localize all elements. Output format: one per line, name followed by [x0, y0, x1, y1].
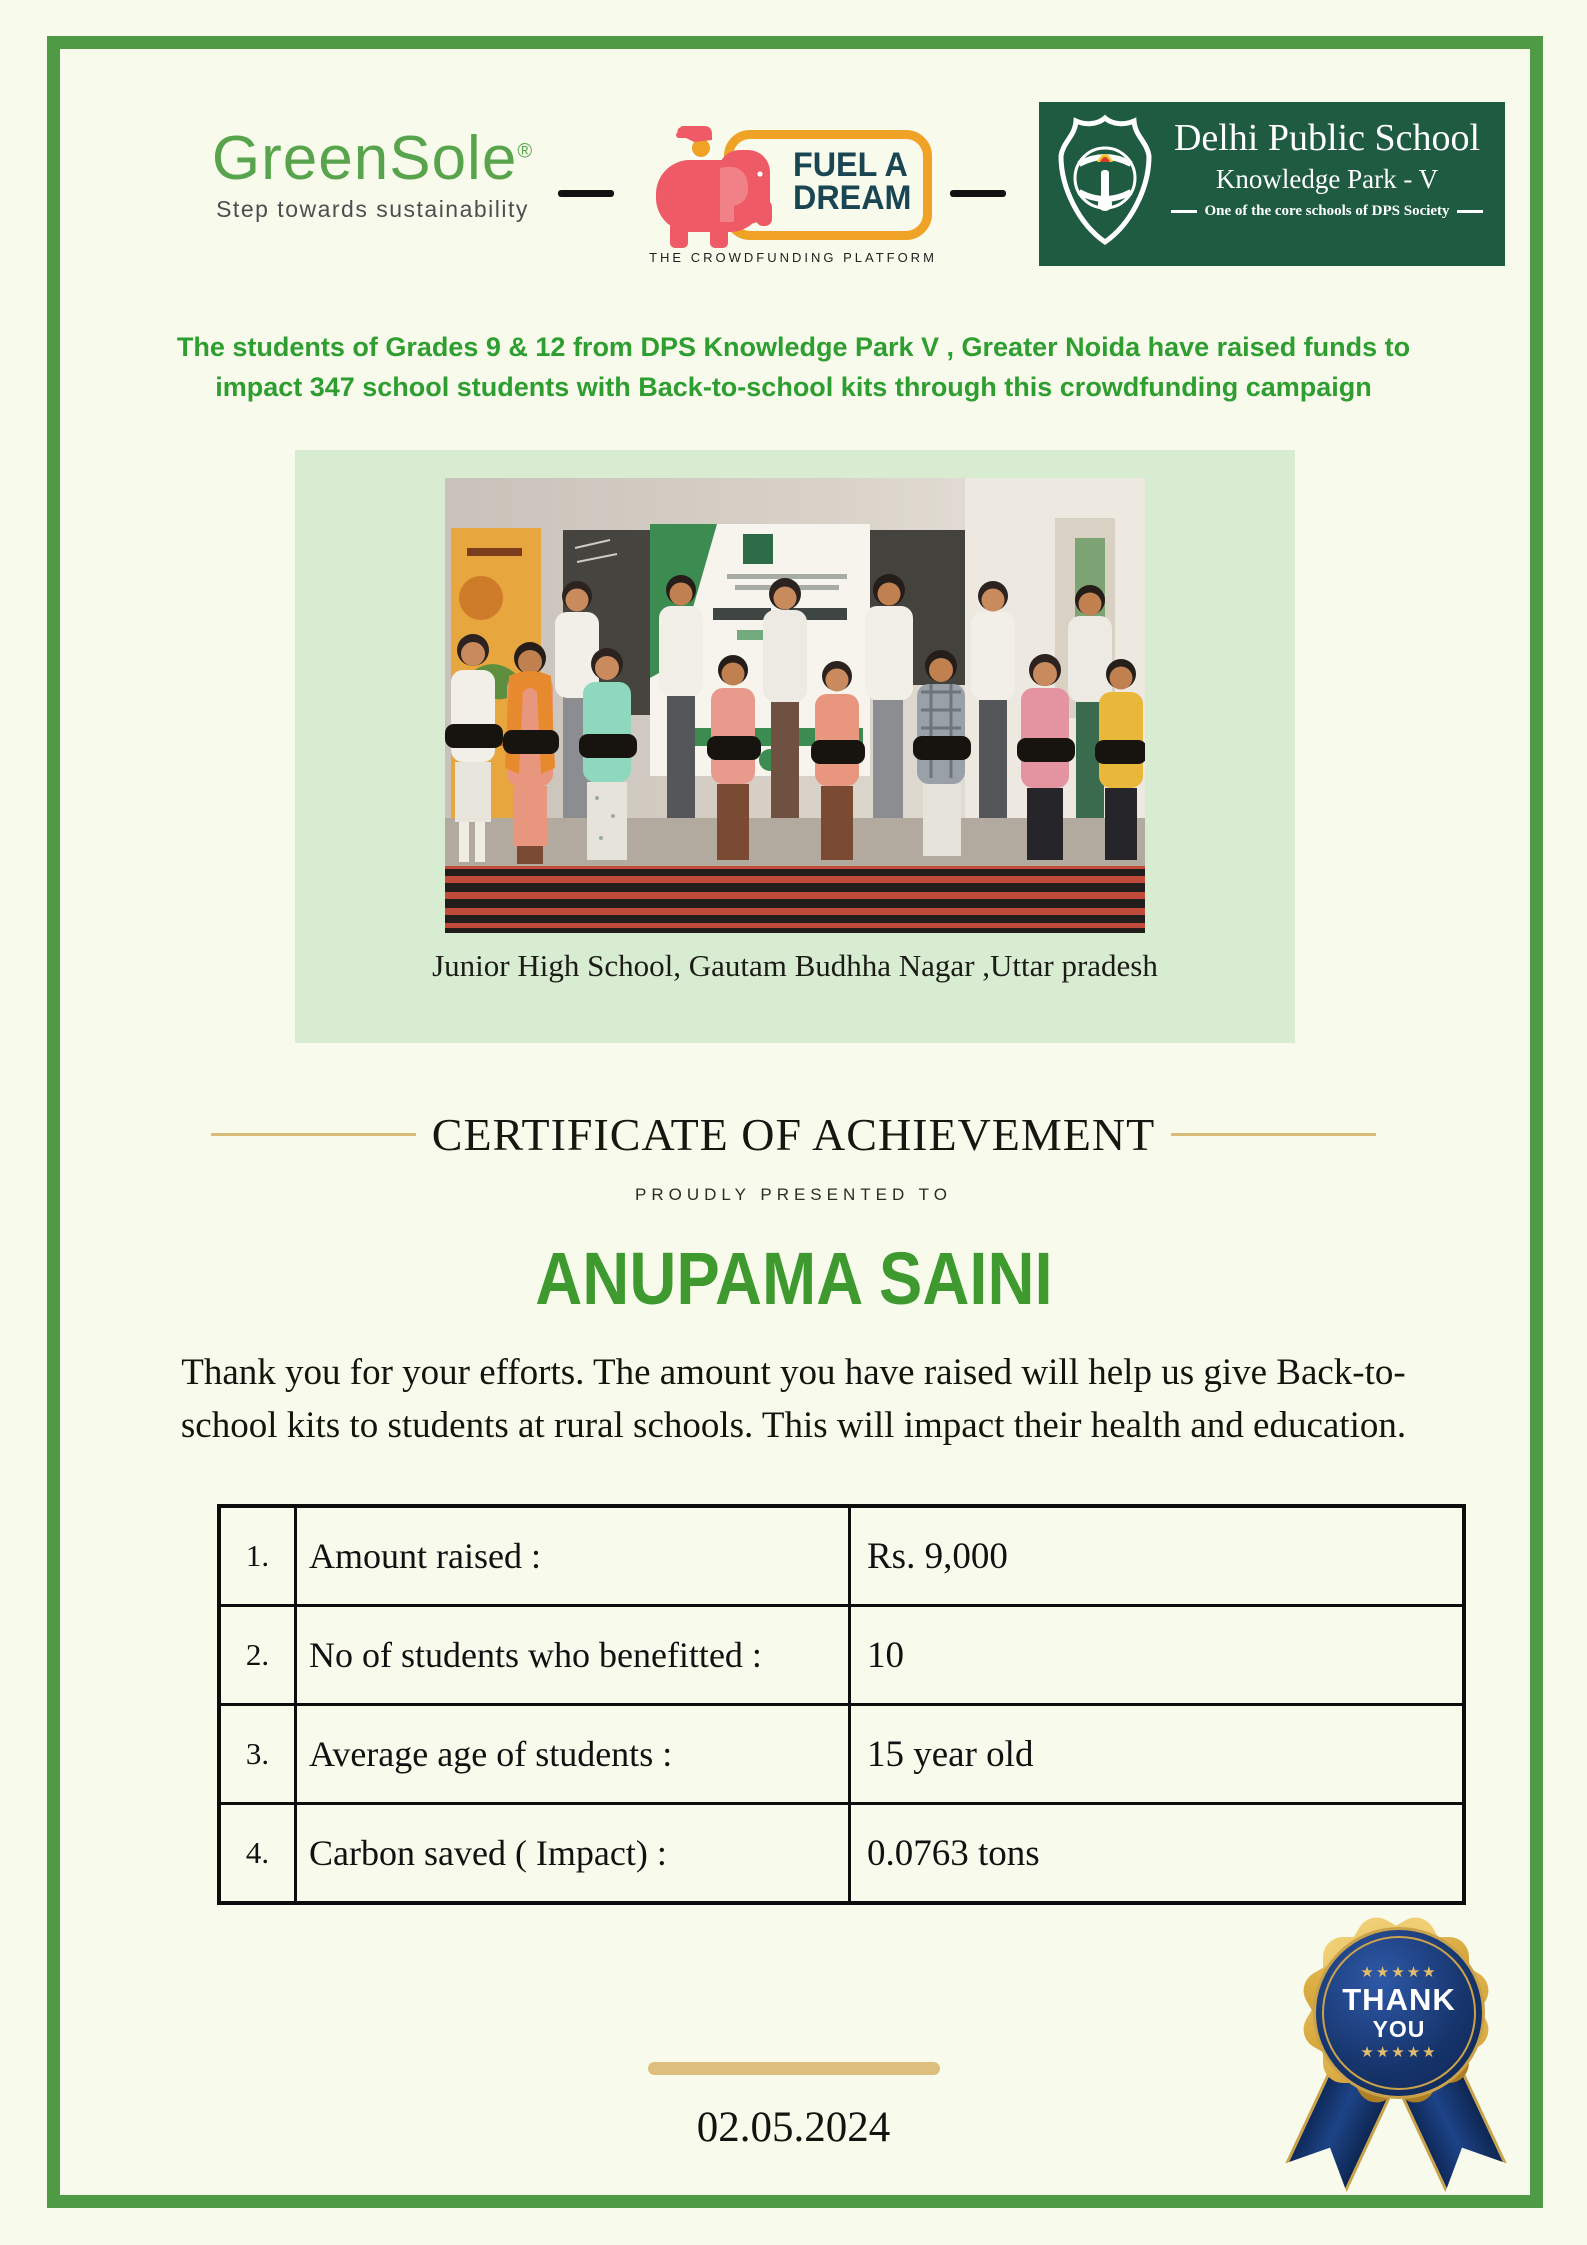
table-row	[219, 1705, 1464, 1804]
subtitle-rule-left	[1171, 210, 1197, 213]
dps-name: Delhi Public School	[1173, 117, 1481, 159]
presented-to-label: PROUDLY PRESENTED TO	[635, 1185, 952, 1204]
greensole-wordmark	[200, 124, 545, 193]
date-divider	[648, 2062, 940, 2075]
group-photo	[445, 478, 1145, 933]
fuel-a-dream-logo	[648, 122, 938, 264]
row-number: 1.	[219, 1506, 296, 1606]
thank-you-message	[60, 1346, 1527, 1452]
recipient-name: ANUPAMA SAINI	[534, 1237, 1053, 1320]
greensole-name: GreenSole	[211, 124, 518, 193]
recipient-name-row	[0, 1236, 1587, 1321]
greensole-logo	[200, 124, 545, 223]
headline-line-2: impact 347 school students with Back-to-school kits through this crowdfunding campaign	[215, 372, 1372, 402]
title-rule-left	[211, 1133, 416, 1136]
issue-date: 02.05.2024	[696, 2104, 891, 2151]
table-row	[219, 1804, 1464, 1904]
row-value: 0.0763 tons	[850, 1804, 1465, 1904]
row-number: 4.	[219, 1804, 296, 1904]
badge-you: YOU	[1372, 2015, 1426, 2042]
dps-branch: Knowledge Park - V	[1215, 163, 1439, 194]
registered-mark: ®	[517, 140, 534, 163]
impact-stats-table	[217, 1504, 1466, 1905]
table-row	[219, 1606, 1464, 1705]
photo-panel	[295, 450, 1295, 1043]
row-label: Amount raised :	[296, 1506, 850, 1606]
row-label: Average age of students :	[296, 1705, 850, 1804]
dps-crest-icon	[1055, 112, 1155, 256]
dps-logo	[1039, 102, 1505, 266]
message-line-2: school kits to students at rural schools. This will impact their health and education.	[180, 1405, 1407, 1446]
campaign-headline	[60, 327, 1527, 407]
greensole-tagline: Step towards sustainability	[216, 196, 529, 222]
table-row	[219, 1506, 1464, 1606]
badge-stars-bottom: ★★★★★	[1360, 2043, 1438, 2061]
elephant-piggybank-icon	[648, 122, 798, 258]
row-value: 10	[850, 1606, 1465, 1705]
certificate-title: CERTIFICATE OF ACHIEVEMENT	[431, 1109, 1156, 1160]
headline-line-1: The students of Grades 9 & 12 from DPS Knowledge Park V , Greater Noida have raised funds to	[176, 332, 1411, 362]
dps-subtitle: One of the core schools of DPS Society	[1204, 202, 1450, 219]
thank-you-badge	[1284, 1915, 1508, 2200]
row-label: No of students who benefitted :	[296, 1606, 850, 1705]
title-rule-right	[1171, 1133, 1376, 1136]
photo-caption: Junior High School, Gautam Budhha Nagar ,Uttar pradesh	[432, 948, 1158, 983]
logo-connector-dash	[558, 190, 614, 197]
row-value: 15 year old	[850, 1705, 1465, 1804]
row-value: Rs. 9,000	[850, 1506, 1465, 1606]
badge-medal	[1313, 1927, 1485, 2099]
row-number: 3.	[219, 1705, 296, 1804]
fuel-a-dream-wordmark: FUEL A DREAM	[793, 146, 912, 218]
subtitle-rule-right	[1457, 210, 1483, 213]
badge-stars-top: ★★★★★	[1360, 1964, 1438, 1982]
logo-connector-dash	[950, 190, 1006, 197]
fuel-a-dream-tagline: THE CROWDFUNDING PLATFORM	[649, 250, 937, 265]
badge-thank: THANK	[1342, 1982, 1456, 2018]
dps-text-block	[1157, 118, 1497, 220]
title-row	[0, 1108, 1587, 1161]
message-line-1: Thank you for your efforts. The amount you have raised will help us give Back-to-	[181, 1352, 1406, 1393]
dps-subtitle-row	[1157, 203, 1497, 220]
row-label: Carbon saved ( Impact) :	[296, 1804, 850, 1904]
row-number: 2.	[219, 1606, 296, 1705]
